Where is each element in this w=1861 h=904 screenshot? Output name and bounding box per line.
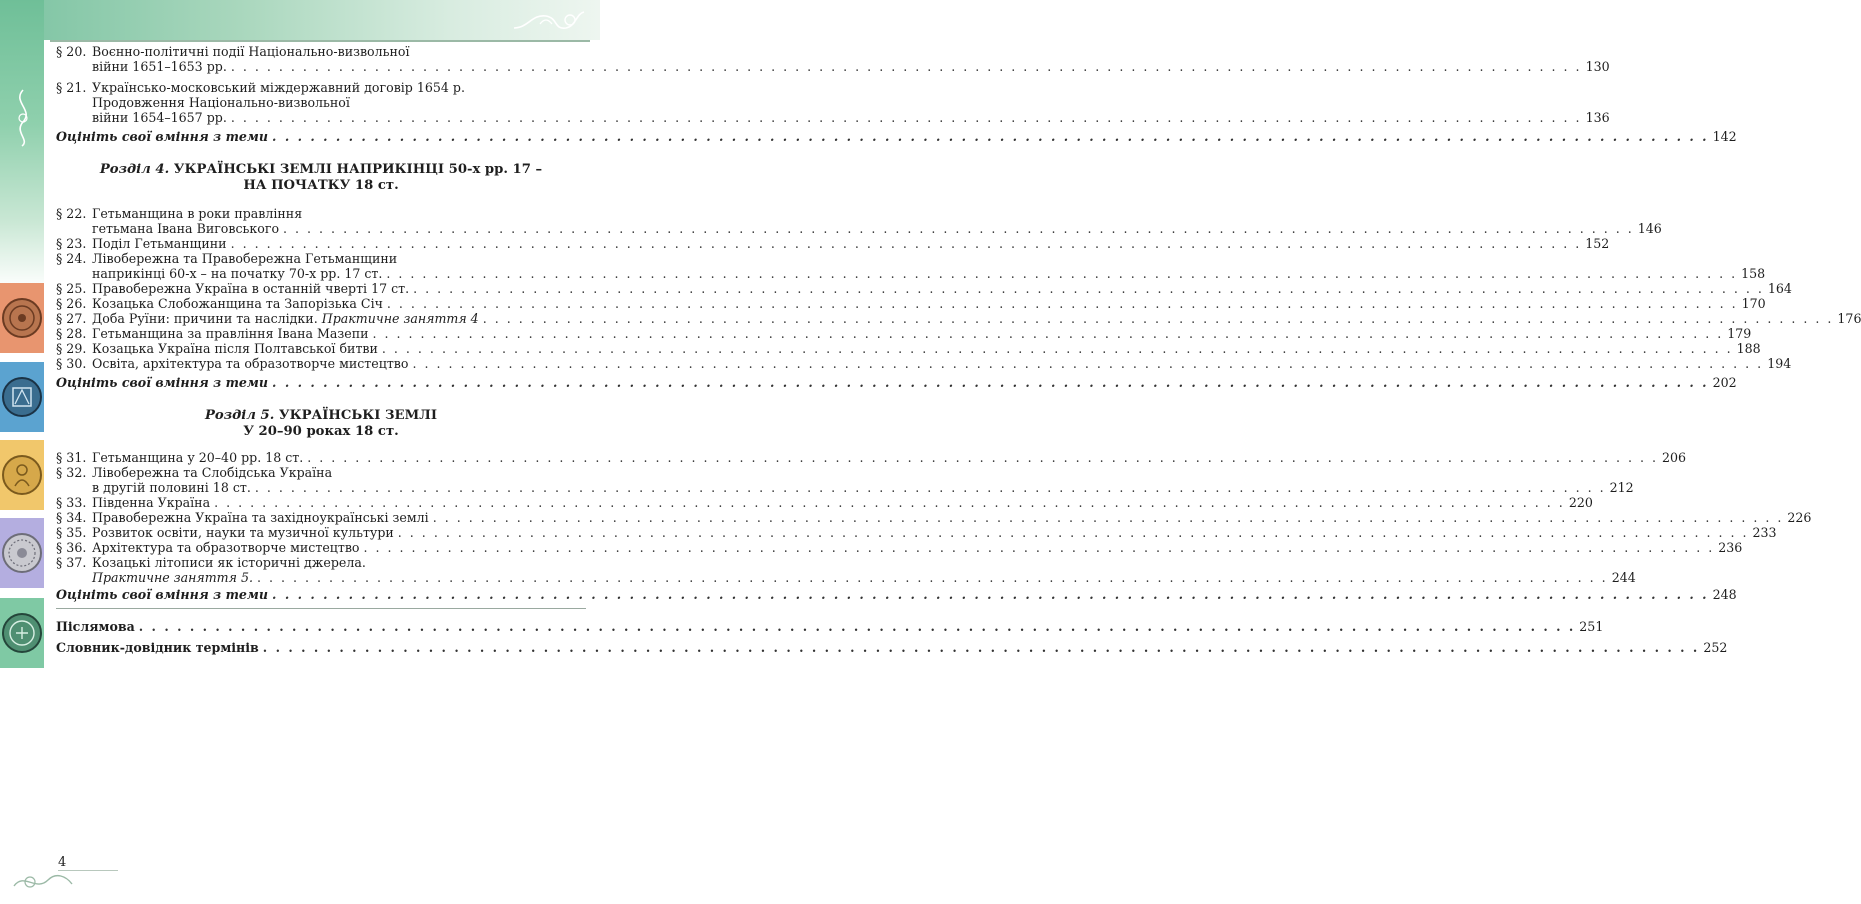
section-number: § 28. [56,326,87,341]
section-number: § 25. [56,281,87,296]
page-number: 164 [1767,281,1792,296]
page-number: 212 [1609,480,1634,495]
section-number: § 23. [56,236,87,251]
page-number: 176 [1837,311,1861,326]
section-prefix: Розділ 4. [99,162,170,177]
toc-entry-36[interactable] [56,540,1743,555]
page-number: 244 [1611,570,1636,585]
table-of-contents [56,40,1861,655]
section-title-line: УКРАЇНСЬКІ ЗЕМЛІ [278,408,438,423]
side-flourish-icon [10,88,36,148]
page-number: 194 [1767,356,1792,371]
leader-dots [255,480,1606,495]
toc-entry-29[interactable] [56,341,1761,356]
toc-entry-22[interactable] [56,206,1662,236]
glossary-label: Словник-довідник термінів [56,640,259,655]
practical-lesson-label: Практичне заняття 4 [321,311,479,326]
leader-dots [398,525,1749,540]
page-number: 152 [1585,236,1610,251]
leader-dots [257,570,1608,585]
coin-image-4 [0,518,44,588]
entry-title-line: війни 1651–1653 рр. [92,59,227,74]
leader-dots [231,110,1582,125]
leader-dots [373,326,1724,341]
leader-dots [364,540,1715,555]
page-number: 236 [1718,540,1743,555]
section-heading-5 [56,408,586,440]
toc-entry-32[interactable] [56,465,1634,495]
leader-dots [386,266,1737,281]
leader-dots [412,356,1763,371]
leader-dots [272,129,1709,144]
page-number: 158 [1741,266,1766,281]
section-number: § 22. [56,206,87,221]
section-number: § 20. [56,44,87,59]
entry-title-line: Архітектура та образотворче мистецтво [92,540,360,555]
toc-entry-34[interactable] [56,510,1812,525]
leader-dots [231,59,1582,74]
section-title-line: НА ПОЧАТКУ 18 ст. [243,178,399,193]
toc-glossary[interactable] [56,640,1728,655]
section-heading-4 [56,162,586,194]
page-number: 251 [1579,619,1604,634]
leader-dots [307,450,1658,465]
entry-title-line: Козацька Слобожанщина та Запорізька Січ [92,296,383,311]
entry-title-line: Воєнно-політичні події Національно-визвольної [92,44,410,59]
entry-title-line: Козацькі літописи як історичні джерела. [92,555,366,570]
leader-dots [387,296,1738,311]
toc-entry-37[interactable] [56,555,1636,585]
toc-entry-35[interactable] [56,525,1777,540]
page-number: 130 [1585,59,1610,74]
leader-dots [283,221,1634,236]
entry-title-line: Продовження Національно-визвольної [92,95,350,110]
entry-title-line: Південна Україна [92,495,211,510]
toc-entry-26[interactable] [56,296,1766,311]
toc-assessment-1[interactable] [56,129,1737,144]
practical-lesson-label: Практичне заняття 5. [92,570,253,585]
toc-entry-30[interactable] [56,356,1792,371]
coin-image-1 [0,283,44,353]
leader-dots [263,640,1700,655]
page-number: 146 [1637,221,1662,236]
entry-title-line: Козацька Україна після Полтавської битви [92,341,378,356]
section-number: § 30. [56,356,87,371]
toc-entry-21[interactable] [56,80,1610,125]
leader-dots [272,587,1709,602]
toc-entry-25[interactable] [56,281,1792,296]
toc-afterword[interactable] [56,619,1604,634]
entry-title-line: Гетьманщина в роки правління [92,206,303,221]
entry-title-line: Поділ Гетьманщини [92,236,227,251]
section-number: § 37. [56,555,87,570]
leader-dots [272,375,1709,390]
coin-image-5 [0,598,44,668]
toc-assessment-3[interactable] [56,587,1737,609]
entry-title-line: Доба Руїни: причини та наслідки. [92,311,318,326]
section-number: § 24. [56,251,87,266]
entry-title-line: Розвиток освіти, науки та музичної культури [92,525,394,540]
entry-title-line: Освіта, архітектура та образотворче мистецтво [92,356,409,371]
page-number: 179 [1727,326,1752,341]
page-number: 188 [1736,341,1761,356]
page-number: 233 [1752,525,1777,540]
page-number: 142 [1712,129,1737,144]
page-number: 202 [1712,375,1737,390]
section-number: § 32. [56,465,87,480]
entry-title-line: Правобережна Україна в останній чверті 17 ст. [92,281,410,296]
section-number: § 35. [56,525,87,540]
page-number: 248 [1712,587,1737,602]
section-number: § 27. [56,311,87,326]
section-number: § 36. [56,540,87,555]
toc-entry-28[interactable] [56,326,1752,341]
assessment-label: Оцініть свої вміння з теми [56,587,269,602]
page-number: 226 [1787,510,1812,525]
leader-dots [413,281,1764,296]
page-number: 136 [1585,110,1610,125]
leader-dots [483,311,1834,326]
section-number: § 26. [56,296,87,311]
entry-title-line: Лівобережна та Слобідська Україна [92,465,333,480]
section-number: § 29. [56,341,87,356]
toc-entry-27[interactable] [56,311,1861,326]
footer-flourish-icon [8,866,78,896]
section-prefix: Розділ 5. [204,408,275,423]
toc-assessment-2[interactable] [56,375,1737,390]
toc-entry-33[interactable] [56,495,1593,510]
section-title-line: У 20–90 роках 18 ст. [243,424,399,439]
toc-entry-23[interactable] [56,236,1610,251]
leader-dots [433,510,1784,525]
afterword-label: Післямова [56,619,135,634]
section-number: § 34. [56,510,87,525]
entry-title-line: Українсько-московський міждержавний договір 1654 р. [92,80,465,95]
toc-block-2 [56,206,1861,371]
assessment-label: Оцініть свої вміння з теми [56,375,269,390]
page-number: 220 [1568,495,1593,510]
entry-title-line: Гетьманщина у 20–40 рр. 18 ст. [92,450,304,465]
assessment-label: Оцініть свої вміння з теми [56,129,269,144]
entry-title-line: наприкінці 60-х – на початку 70-х рр. 17 ст. [92,266,383,281]
flourish-ornament-icon [510,6,588,36]
section-title-line: УКРАЇНСЬКІ ЗЕМЛІ НАПРИКІНЦІ 50-х рр. 17 – [173,162,543,177]
toc-entry-24[interactable] [56,251,1766,281]
page-number: 206 [1661,450,1687,465]
toc-block-3 [56,450,1812,585]
leader-dots [382,341,1733,356]
page-number: 252 [1703,640,1728,655]
section-number: § 21. [56,80,87,95]
entry-title-line: в другій половині 18 ст. [92,480,251,495]
leader-dots [231,236,1582,251]
entry-title-line: Правобережна Україна та західноукраїнські землі [92,510,429,525]
leader-dots [214,495,1565,510]
toc-entry-20[interactable] [56,44,1610,74]
page-number: 170 [1741,296,1766,311]
toc-entry-31[interactable] [56,450,1687,465]
page-number-footer: 4 [58,855,67,870]
leader-dots [139,619,1576,634]
entry-title-line: гетьмана Івана Виговського [92,221,280,236]
entry-title-line: Лівобережна та Правобережна Гетьманщини [92,251,398,266]
coin-image-3 [0,440,44,510]
entry-title-line: Гетьманщина за правління Івана Мазепи [92,326,369,341]
entry-title-line: війни 1654–1657 рр. [92,110,227,125]
coin-image-2 [0,362,44,432]
section-number: § 33. [56,495,87,510]
section-number: § 31. [56,450,87,465]
